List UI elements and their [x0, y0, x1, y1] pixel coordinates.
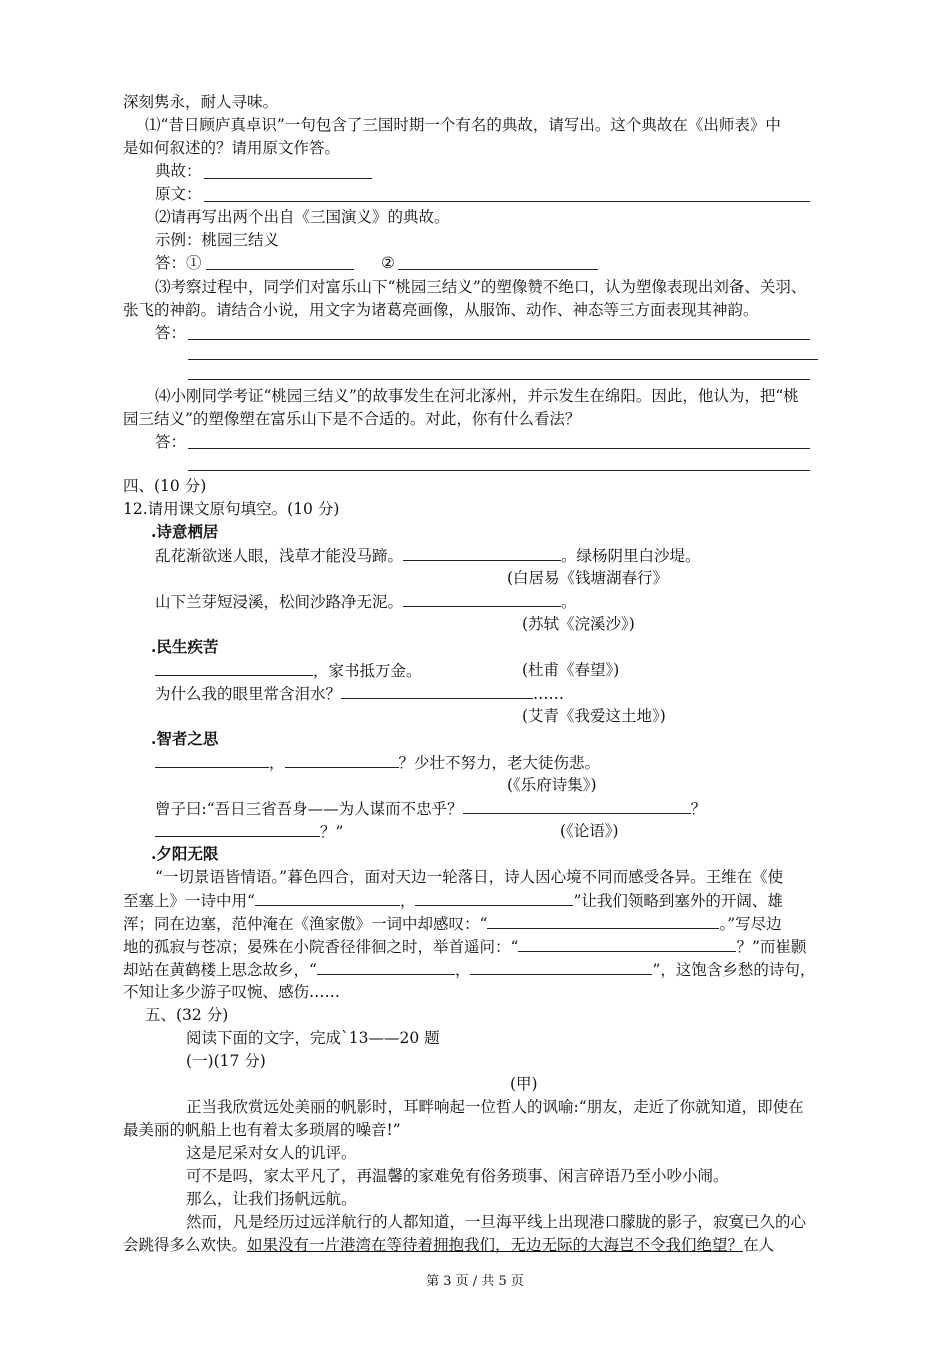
answer-blank[interactable] — [398, 269, 598, 270]
passage-label: (甲) — [510, 1075, 538, 1093]
passage-line: 正当我欣赏远处美丽的帆影时，耳畔响起一位哲人的讽喻:“朋友，走近了你就知道，即使在 — [186, 1098, 804, 1116]
passage-line: 会跳得多么欢快。如果没有一片港湾在等待着拥抱我们，无边无际的大海岂不令我们绝望？在人 — [123, 1236, 775, 1254]
answer-blank[interactable] — [415, 890, 573, 906]
subheading: .诗意栖居 — [151, 522, 219, 541]
poem-line: ，家书抵万金。 — [155, 660, 422, 681]
poem-source: (白居易《钱塘湖春行》 — [507, 569, 669, 587]
answer-blank[interactable] — [255, 890, 400, 906]
paragraph-line: 却站在黄鹤楼上思念故乡，“ ， ”，这饱含乡愁的诗句， — [123, 961, 816, 979]
underlined-sentence: 如果没有一片港湾在等待着拥抱我们，无边无际的大海岂不令我们绝望？ — [247, 1236, 744, 1254]
answer-blank[interactable] — [403, 591, 561, 607]
paragraph-line: “一切景语皆情语。”暮色四合，面对天边一轮落日，诗人因心境不同而感受各异。王维在《使 — [155, 868, 784, 886]
poem-line: ， ？少壮不努力，老大徒伤悲。 — [155, 752, 600, 773]
question-3-line1: ⑶考察过程中，同学们对富乐山下“桃园三结义”的塑像赞不绝口，认为塑像表现出刘备、关羽、 — [155, 278, 807, 296]
text-line: 深刻隽永，耐人寻味。 — [123, 93, 279, 111]
answer-blank[interactable] — [155, 752, 269, 768]
answer-blank[interactable] — [188, 359, 818, 360]
answer-label-2: ② — [381, 254, 395, 272]
answer-blank[interactable] — [518, 936, 736, 952]
answer-blank[interactable] — [155, 821, 320, 837]
question-4-line1: ⑷小刚同学考证“桃园三结义”的故事发生在河北涿州，并示发生在绵阳。因此，他认为，把“桃 — [155, 387, 799, 405]
paragraph-line: 至塞上》一诗中用“ ， ”让我们领略到塞外的开阔、雄 — [123, 892, 783, 910]
answer-blank[interactable] — [188, 379, 810, 380]
question-2: ⑵请再写出两个出自《三国演义》的典故。 — [155, 208, 450, 226]
poem-line: 为什么我的眼里常含泪水？ …… — [155, 685, 565, 703]
passage-line: 那么，让我们扬帆远航。 — [186, 1190, 357, 1208]
answer-blank[interactable] — [188, 448, 810, 449]
poem-source: (《论语》) — [560, 822, 619, 840]
subsection-title: (一)(17 分) — [186, 1052, 266, 1070]
answer-blank[interactable] — [204, 201, 810, 202]
question-4-line2: 园三结义”的塑像塑在富乐山下是不合适的。对此，你有什么看法？ — [123, 410, 581, 428]
poem-line: ？” — [155, 821, 343, 842]
allusion-label: 典故： — [155, 162, 202, 180]
answer-label: 答：① — [155, 254, 202, 272]
section-5-title: 五、(32 分) — [145, 1006, 229, 1024]
subheading: .夕阳无限 — [151, 844, 219, 863]
passage-line: 可不是吗，家太平凡了，再温馨的家难免有俗务琐事、闲言碎语乃至小吵小闹。 — [186, 1167, 729, 1185]
poem-source: (苏轼《浣溪沙》) — [522, 615, 635, 633]
reading-instruction: 阅读下面的文字，完成`13——20 题 — [186, 1029, 440, 1047]
passage-line: 最美丽的帆船上也有着太多琐屑的噪音!” — [123, 1121, 401, 1139]
question-12: 12.请用课文原句填空。(10 分) — [123, 500, 340, 518]
passage-line: 这是尼采对女人的讥评。 — [186, 1144, 357, 1162]
answer-blank[interactable] — [487, 913, 719, 929]
answer-blank[interactable] — [206, 269, 354, 270]
page-footer: 第 3 页 / 共 5 页 — [426, 1274, 524, 1289]
answer-label: 答： — [155, 324, 187, 342]
answer-blank[interactable] — [188, 339, 810, 340]
poem-source: (《乐府诗集》) — [507, 776, 597, 794]
paragraph-line: 浑；同在边塞，范仲淹在《渔家傲》一词中却感叹：“ 。”写尽边 — [123, 915, 782, 933]
poem-source: (艾青《我爱这土地》) — [522, 707, 666, 725]
question-1-line1: ⑴“昔日顾庐真卓识”一句包含了三国时期一个有名的典故，请写出。这个典故在《出师表》中 — [145, 116, 781, 134]
paragraph-line: 地的孤寂与苍凉；晏殊在小院香径徘徊之时，举首遥问：“ ？”而崔颢 — [123, 938, 807, 956]
answer-blank[interactable] — [403, 545, 561, 561]
answer-blank[interactable] — [155, 660, 313, 676]
answer-blank[interactable] — [317, 959, 455, 975]
question-3-line2: 张飞的神韵。请结合小说，用文字为诸葛亮画像，从服饰、动作、神态等三方面表现其神韵。 — [123, 301, 759, 319]
paragraph-line: 不知让多少游子叹惋、感伤…… — [123, 983, 341, 1001]
answer-blank[interactable] — [285, 752, 399, 768]
section-4-title: 四、(10 分) — [123, 477, 207, 495]
poem-source: (杜甫《春望》) — [522, 661, 620, 679]
answer-blank[interactable] — [470, 959, 652, 975]
answer-label: 答： — [155, 433, 187, 451]
answer-blank[interactable] — [463, 798, 691, 814]
answer-blank[interactable] — [188, 470, 810, 471]
answer-blank[interactable] — [341, 683, 533, 699]
subheading: .智者之思 — [151, 729, 219, 748]
answer-blank[interactable] — [204, 178, 372, 179]
subheading: .民生疾苦 — [151, 637, 219, 656]
poem-line: 山下兰芽短浸溪，松间沙路净无泥。 。 — [155, 593, 577, 611]
passage-line: 然而，凡是经历过远洋航行的人都知道，一旦海平线上出现港口朦胧的影子，寂寞已久的心 — [186, 1213, 807, 1231]
example-text: 示例：桃园三结义 — [155, 231, 280, 249]
poem-line: 曾子曰:“吾日三省吾身——为人谋而不忠乎？ ？ — [155, 800, 707, 818]
original-text-label: 原文： — [155, 185, 202, 203]
question-1-line2: 是如何叙述的？请用原文作答。 — [123, 139, 341, 157]
poem-line: 乱花渐欲迷人眼，浅草才能没马蹄。 。绿杨阴里白沙堤。 — [155, 547, 701, 565]
